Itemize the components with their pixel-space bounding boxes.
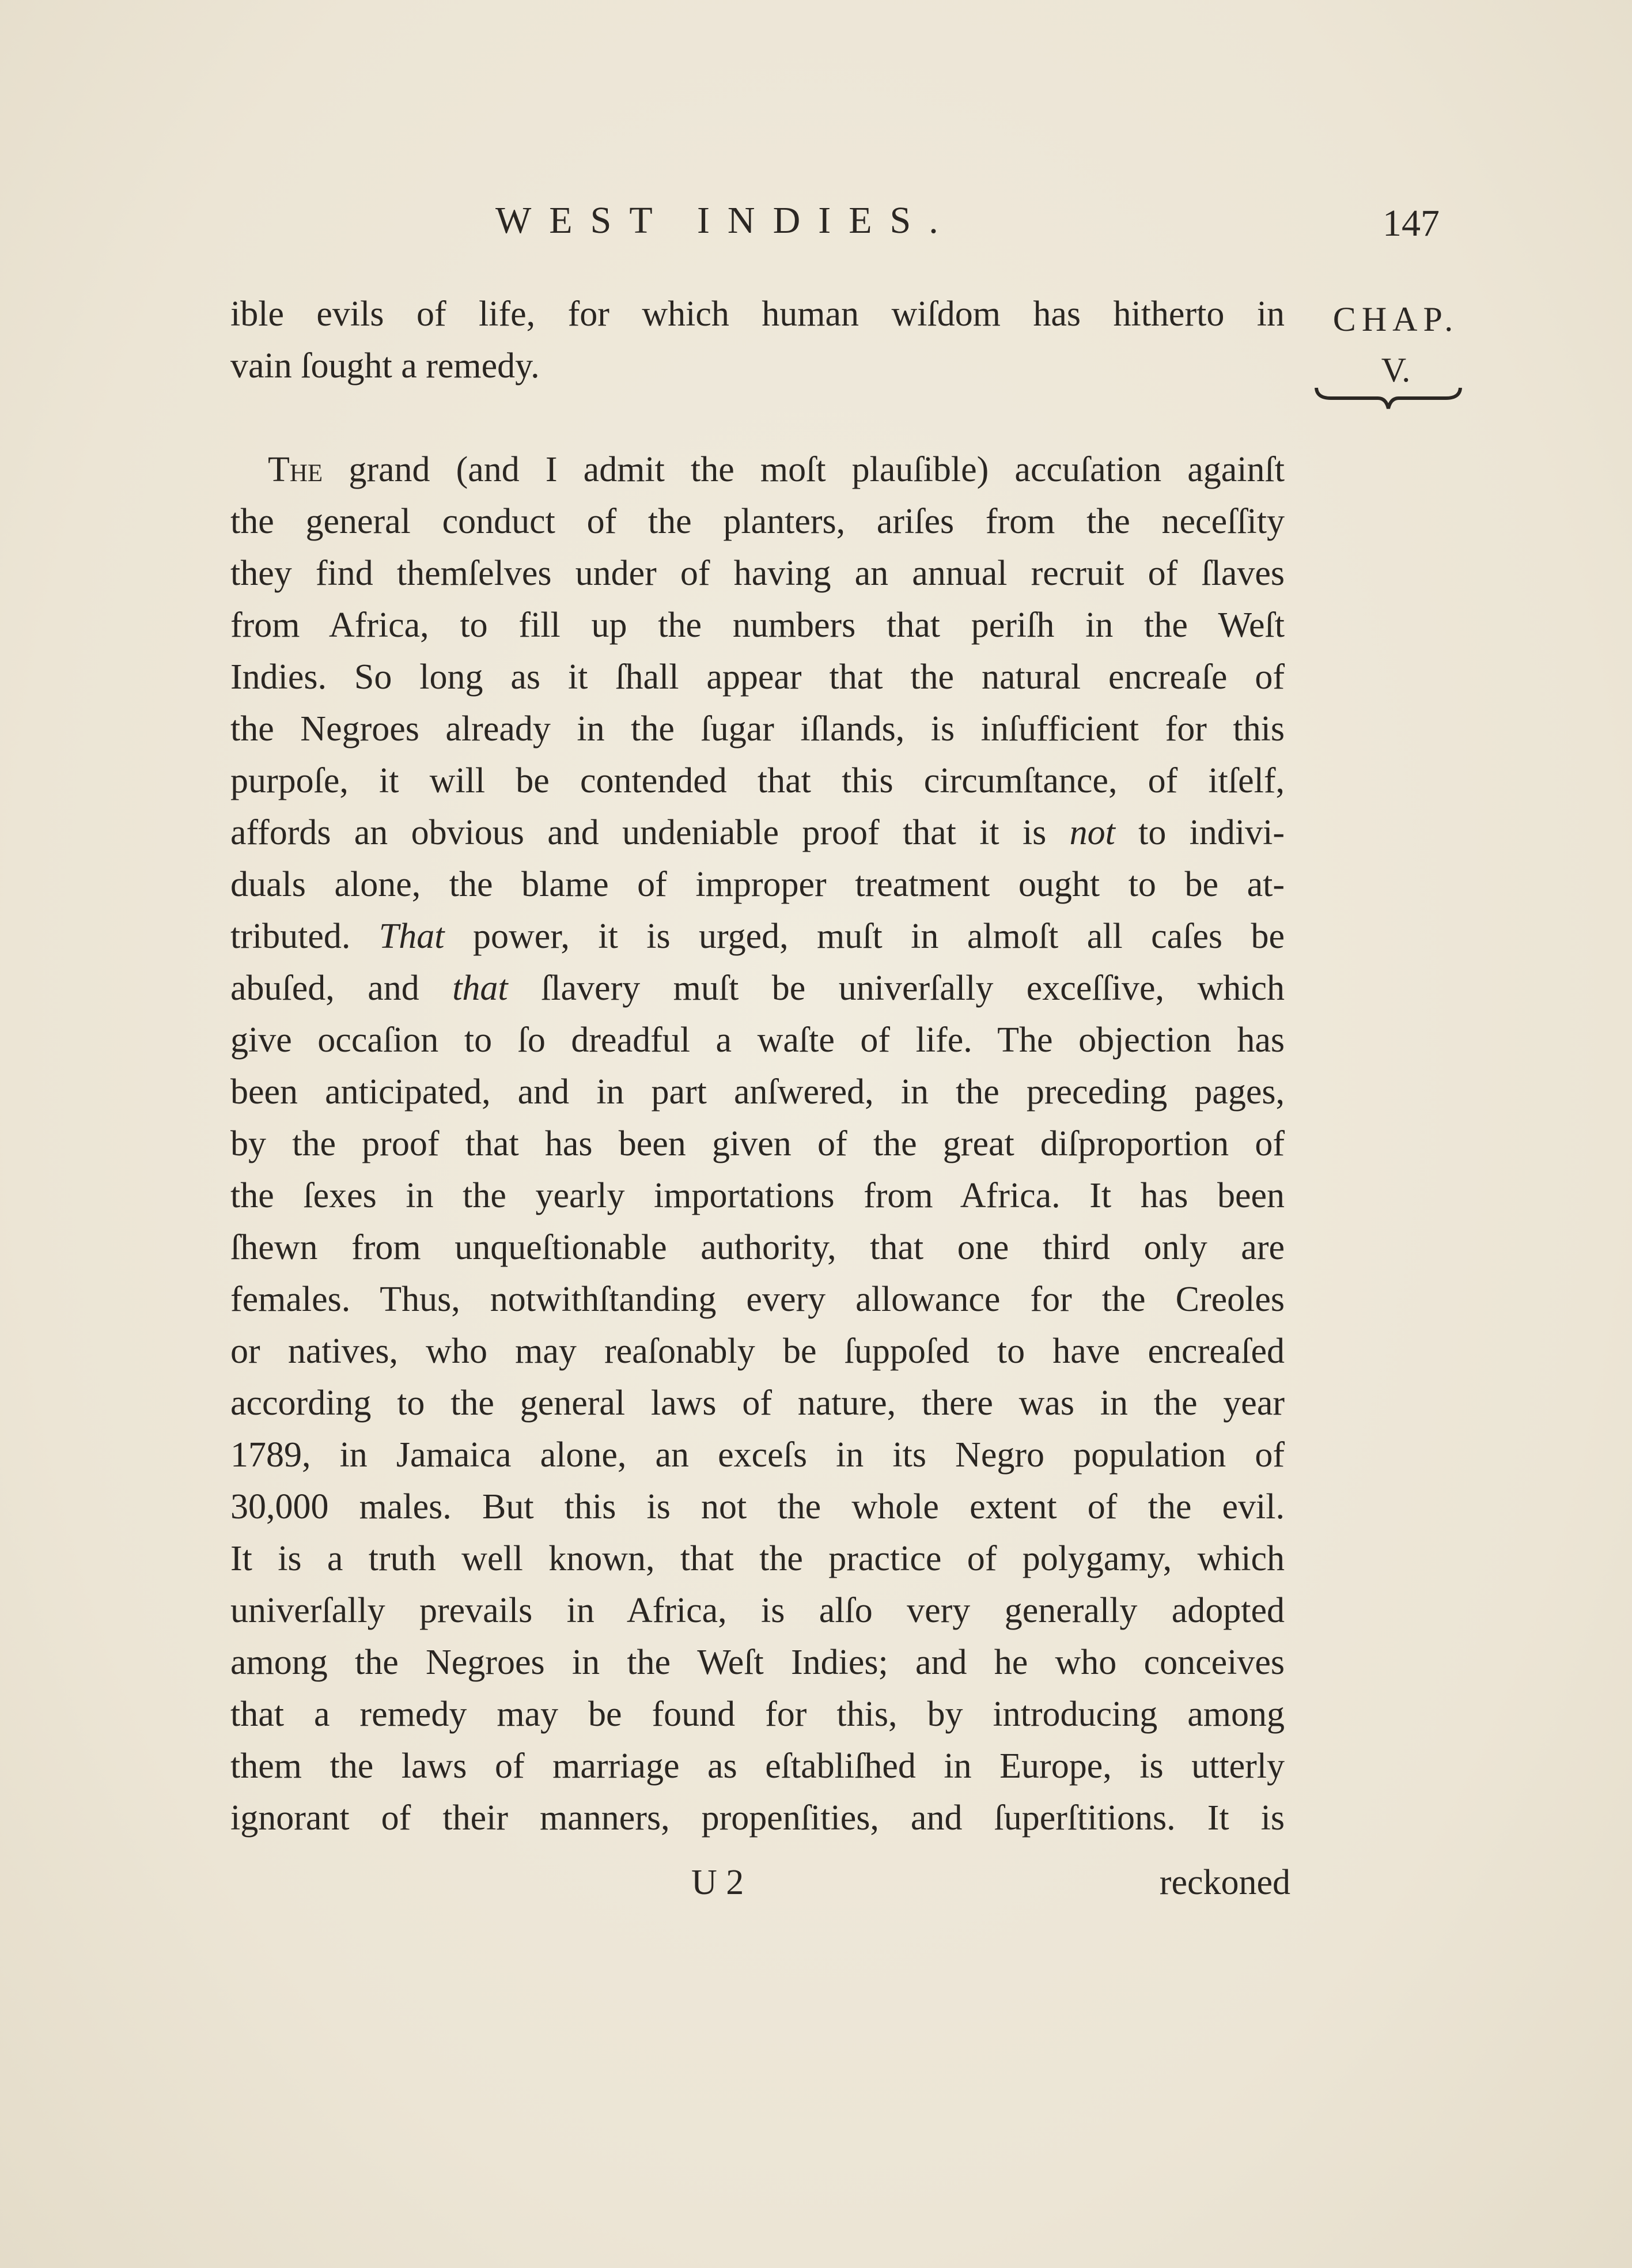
chapter-margin-note: [1321, 294, 1471, 395]
text-line: the general conduct of the planters, ariſes from the neceſſity: [230, 502, 1285, 541]
text-line: ſhewn from unqueſtionable authority, that one third only are: [230, 1228, 1285, 1267]
text-line: 30,000 males. But this is not the whole extent of the evil.: [230, 1487, 1285, 1526]
signature-mark: U 2: [691, 1863, 744, 1902]
footer-catchline: [691, 1857, 1290, 1908]
text-line: [230, 962, 1285, 1014]
text-line: females. Thus, notwithſtanding every allowance for the Creoles: [230, 1280, 1285, 1319]
text-line: [230, 910, 1285, 962]
text-line: the Negroes already in the ſugar iſlands, is inſufficient for this: [230, 709, 1285, 749]
catchword: reckoned: [1159, 1863, 1290, 1902]
text-line: It is a truth well known, that the practice of polygamy, which: [230, 1539, 1285, 1578]
text-line: give occaſion to ſo dreadful a waſte of life. The objection has: [230, 1020, 1285, 1060]
text-segment: tributed.: [230, 917, 379, 956]
text-segment: ſlavery muſt be univerſally exceſſive, which: [508, 969, 1285, 1008]
text-line: been anticipated, and in part anſwered, in the preceding pages,: [230, 1072, 1285, 1112]
text-segment: affords an obvious and undeniable proof that it is: [230, 813, 1070, 852]
text-line: from Africa, to fill up the numbers that periſh in the Weſt: [230, 606, 1285, 645]
text-line: according to the general laws of nature, there was in the year: [230, 1384, 1285, 1423]
text-line: vain ſought a remedy.: [230, 346, 540, 385]
text-block: [230, 288, 1285, 1844]
paragraph-gap: [230, 392, 1285, 444]
text-line: duals alone, the blame of improper treatment ought to be at-: [230, 865, 1285, 904]
text-line: ible evils of life, for which human wiſdom has hitherto in: [230, 294, 1285, 334]
chapter-label: CHAP.: [1332, 300, 1459, 338]
text-line: that a remedy may be found for this, by introducing among: [230, 1695, 1285, 1734]
text-line: univerſally prevails in Africa, is alſo very generally adopted: [230, 1591, 1285, 1630]
page-number: 147: [1383, 202, 1440, 244]
text-line: they find themſelves under of having an annual recruit of ſlaves: [230, 554, 1285, 593]
brace-ornament-icon: [1313, 383, 1463, 418]
text-segment: abuſed, and: [230, 969, 453, 1008]
paragraph-opening-line: [230, 444, 1285, 496]
opening-line-text: grand (and I admit the moſt plauſible) accuſation againſt: [323, 450, 1285, 489]
text-line: the ſexes in the yearly importations from Africa. It has been: [230, 1176, 1285, 1215]
text-line: Indies. So long as it ſhall appear that the natural encreaſe of: [230, 657, 1285, 697]
text-line: 1789, in Jamaica alone, an exceſs in its Negro population of: [230, 1435, 1285, 1475]
text-line: or natives, who may reaſonably be ſuppoſed to have encreaſed: [230, 1332, 1285, 1371]
italic-word: that: [452, 969, 508, 1008]
text-line: ignorant of their manners, propenſities, and ſuperſtitions. It is: [230, 1798, 1285, 1838]
italic-word: That: [378, 917, 445, 956]
text-line: among the Negroes in the Weſt Indies; and he who conceives: [230, 1643, 1285, 1682]
running-title: WEST INDIES.: [495, 199, 956, 241]
opening-word: The: [268, 450, 323, 489]
text-segment: to indivi-: [1115, 813, 1285, 852]
text-line: [230, 807, 1285, 859]
text-line: purpoſe, it will be contended that this circumſtance, of itſelf,: [230, 761, 1285, 800]
chapter-number: V.: [1381, 351, 1411, 389]
italic-word: not: [1069, 813, 1115, 852]
text-segment: power, it is urged, muſt in almoſt all caſes be: [444, 917, 1285, 956]
text-line: them the laws of marriage as eſtabliſhed in Europe, is utterly: [230, 1747, 1285, 1786]
text-line: by the proof that has been given of the great diſproportion of: [230, 1124, 1285, 1163]
